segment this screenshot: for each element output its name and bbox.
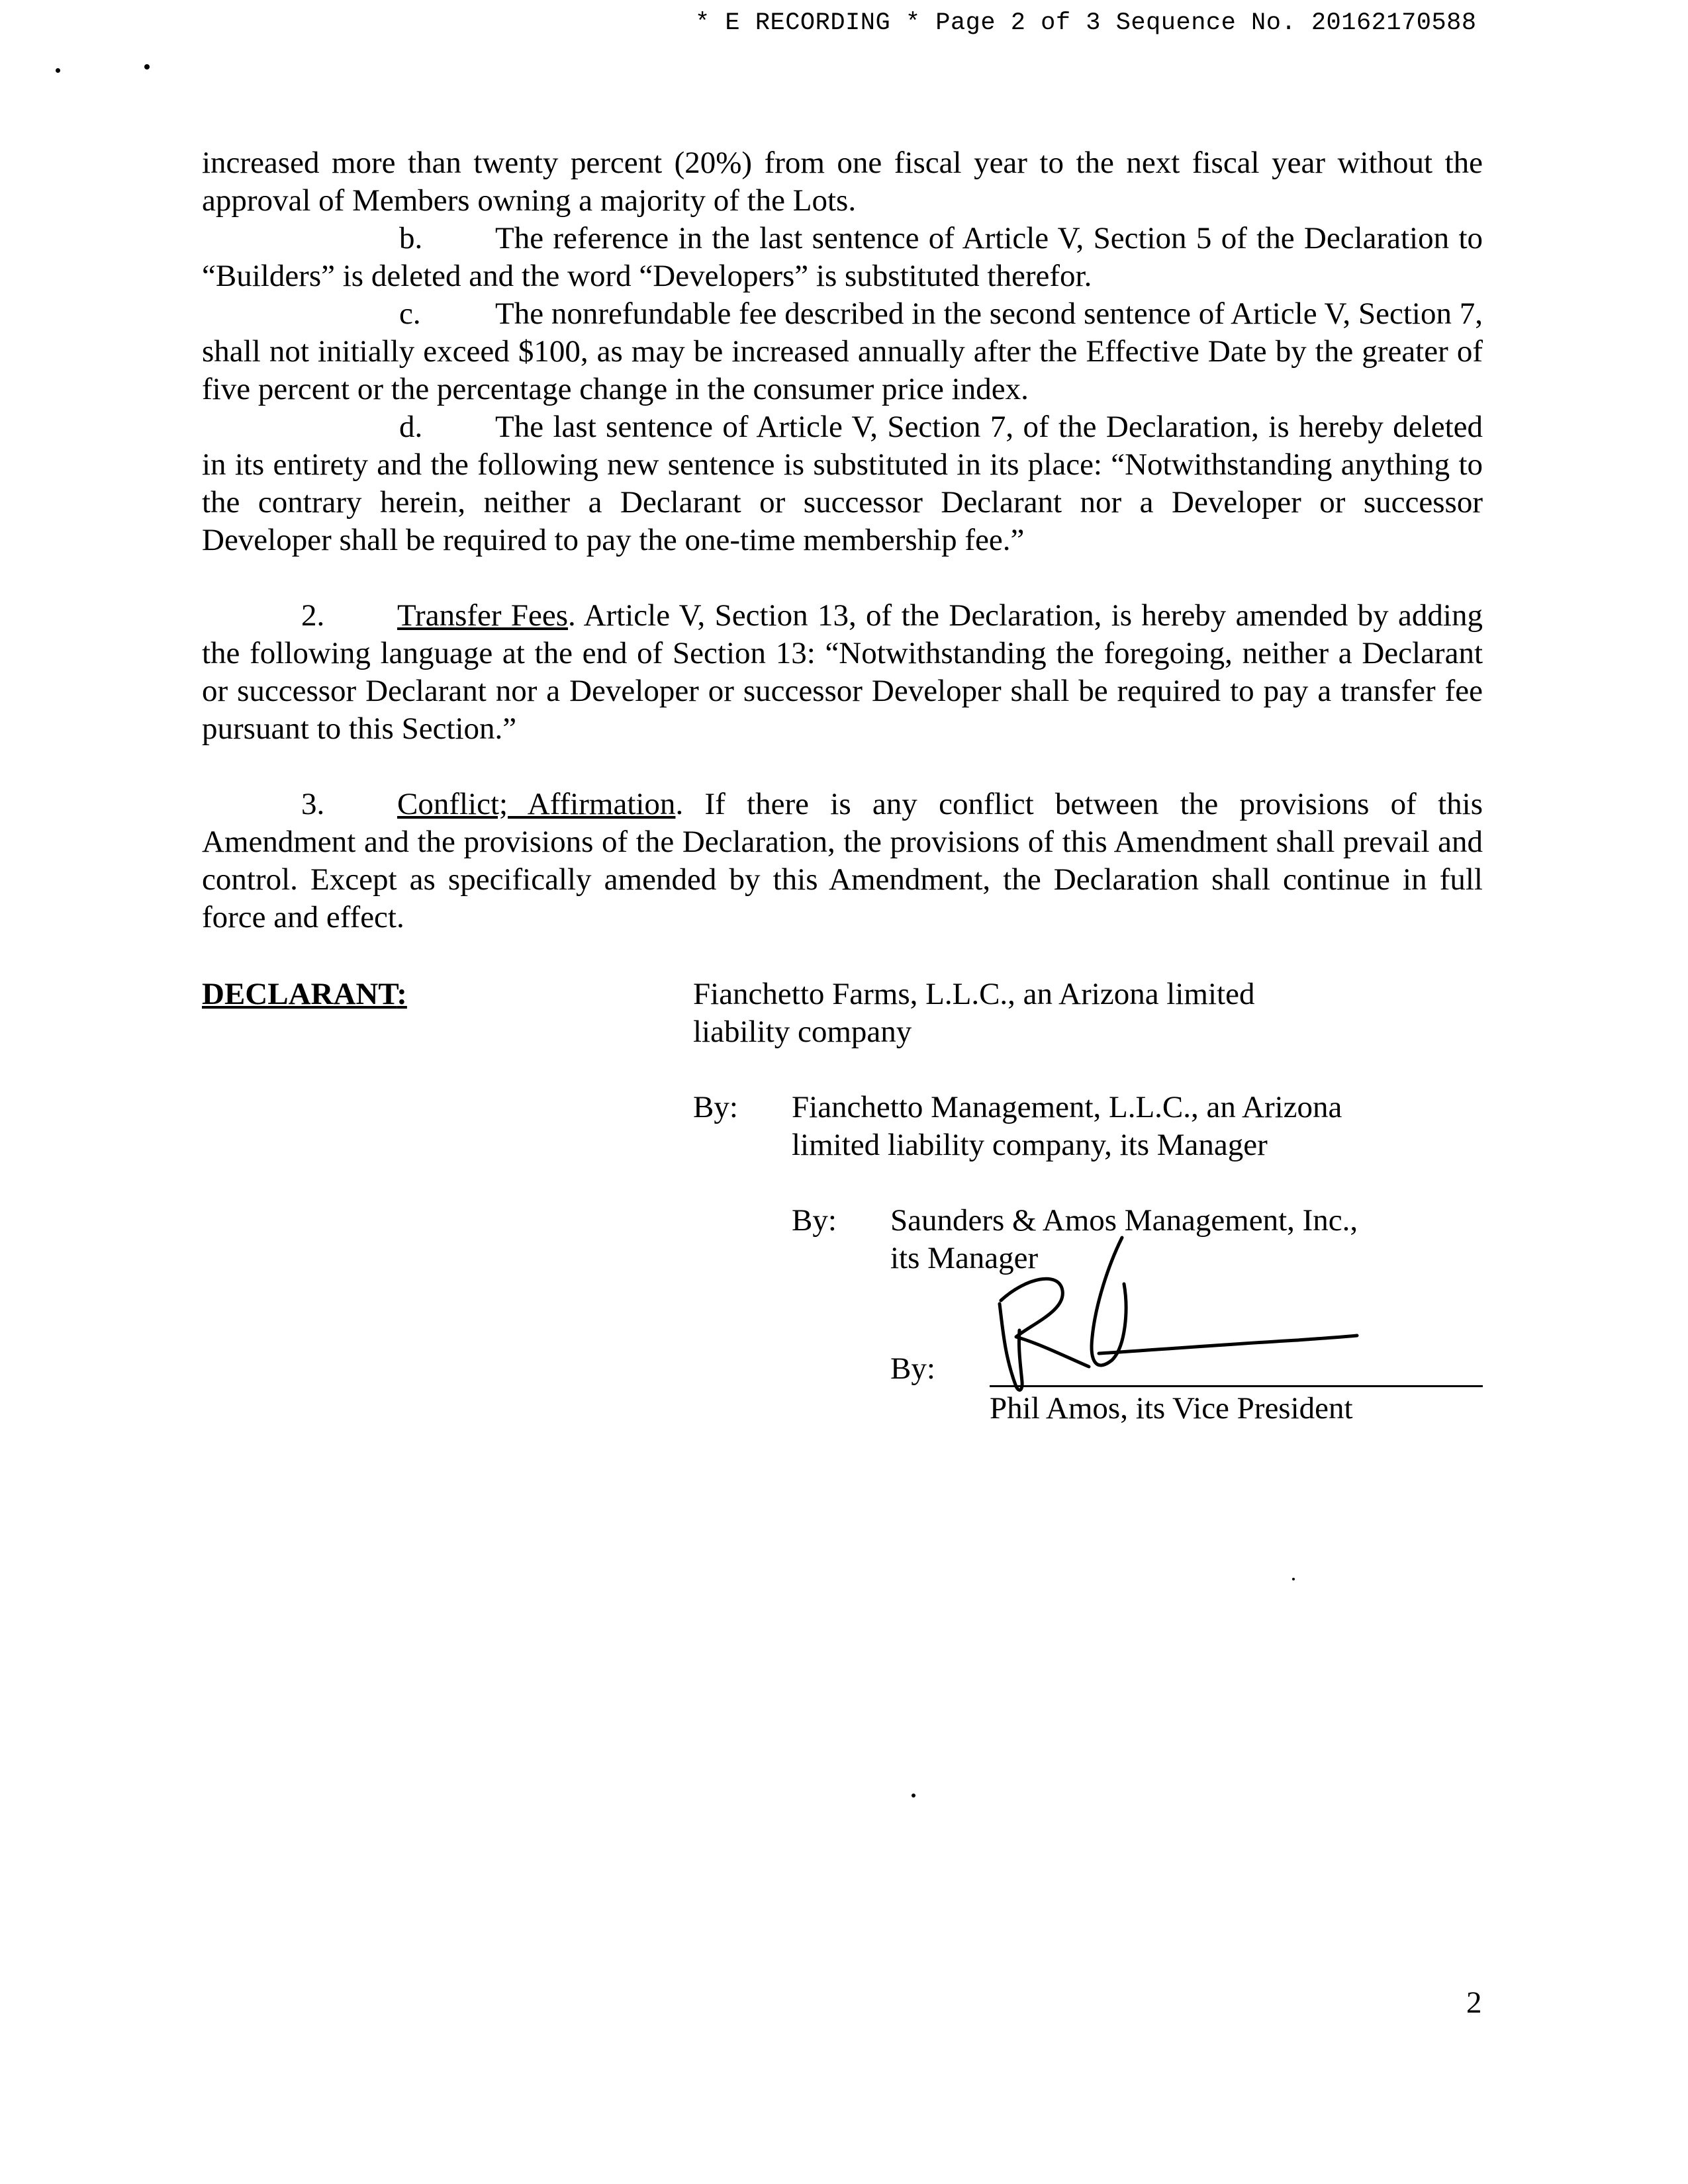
declarant-colon: : — [397, 977, 407, 1011]
subsection-d — [202, 408, 1483, 559]
subsection-text: The last sentence of Article V, Section 7, of the Declaration, is hereby deleted in its entirety and the following new sentence is substituted in its place: “Notwithstanding anything to the contrary herein, neither a Declarant or successor Declarant nor a Developer or successor Developer shall be required to pay the one-time membership fee.” — [202, 410, 1483, 557]
by-label-2: By: — [792, 1203, 837, 1238]
subsection-b — [202, 220, 1483, 295]
scan-speck — [56, 68, 60, 73]
subsection-text: The nonrefundable fee described in the second sentence of Article V, Section 7, shall not initially exceed $100, as may be increased annually after the Effective Date by the greater of five percent or the percentage change in the consumer price index. — [202, 296, 1483, 406]
page-number: 2 — [1466, 1985, 1482, 2020]
section-text: . If there is any conflict between the provisions of this Amendment and the provisions of the Declaration, the provisions of this Amendment shall prevail and control. Except as specifically amended by this Amendment, the Declaration shall continue in full force and effect. — [202, 787, 1483, 934]
by-label-1: By: — [693, 1090, 738, 1124]
declarant-heading — [202, 976, 407, 1013]
manager-name-line1: Fianchetto Management, L.L.C., an Arizona — [792, 1090, 1342, 1124]
section-title: Transfer Fees — [397, 598, 569, 633]
subsection-text: The reference in the last sentence of Article V, Section 5 of the Declaration to “Builders” is deleted and the word “Developers” is substituted therefor. — [202, 221, 1483, 293]
section-title: Conflict; Affirmation — [397, 787, 676, 821]
manager-name-line2: limited liability company, its Manager — [792, 1128, 1268, 1162]
section-number: 3. — [301, 787, 325, 821]
subsection-letter: b. — [399, 221, 423, 255]
declarant-label: DECLARANT — [202, 977, 397, 1011]
section-2 — [202, 597, 1483, 748]
entity-name-line2: liability company — [693, 1015, 912, 1049]
sub-manager-line2: its Manager — [890, 1241, 1039, 1275]
by-label-3: By: — [890, 1351, 935, 1386]
document-body — [202, 144, 1483, 936]
recording-header: * E RECORDING * Page 2 of 3 Sequence No. 20162170588 — [695, 9, 1477, 37]
section-text: . Article V, Section 13, of the Declaration, is hereby amended by adding the following language at the end of Section 13: “Notwithstanding the foregoing, neither a Declarant or successor Declarant nor a Developer or successor Developer shall be required to pay a transfer fee pursuant to this Section.” — [202, 598, 1483, 746]
scan-speck — [1292, 1578, 1295, 1580]
scan-speck — [912, 1794, 915, 1797]
section-3 — [202, 786, 1483, 936]
subsection-c — [202, 295, 1483, 408]
sub-manager-line1: Saunders & Amos Management, Inc., — [890, 1203, 1358, 1238]
scan-speck — [144, 64, 150, 69]
subsection-letter: c. — [399, 296, 421, 331]
signer-name: Phil Amos, its Vice President — [990, 1391, 1353, 1426]
subsection-letter: d. — [399, 410, 423, 444]
section-number: 2. — [301, 598, 325, 633]
handwritten-signature — [953, 1224, 1417, 1396]
entity-name-line1: Fianchetto Farms, L.L.C., an Arizona limited — [693, 977, 1255, 1011]
continued-paragraph: increased more than twenty percent (20%) from one fiscal year to the next fiscal year without the approval of Members owning a majority of the Lots. — [202, 146, 1483, 218]
